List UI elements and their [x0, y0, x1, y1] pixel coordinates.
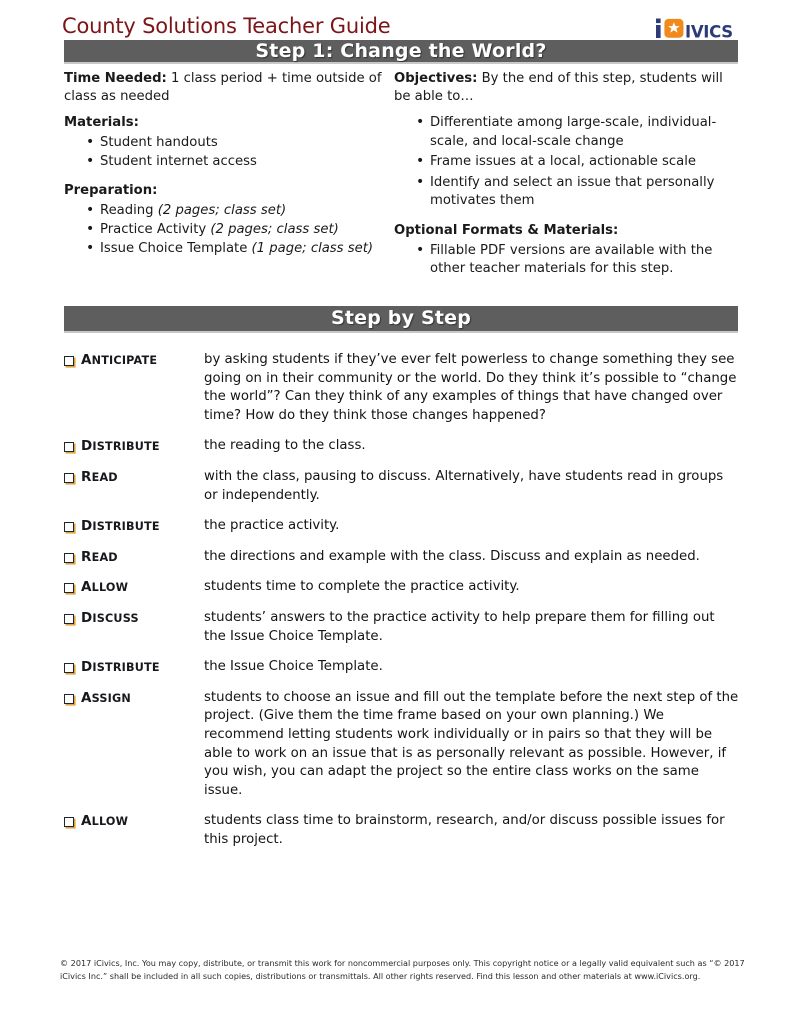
- list-item: • Fillable PDF versions are available with the other teacher materials for this step.: [416, 242, 740, 279]
- step-action-word: [81, 352, 157, 369]
- step-description: students’ answers to the practice activity to help prepare them for filling out the Issue Choice Template.: [204, 609, 715, 644]
- list-item-note: (2 pages; class set): [210, 222, 339, 237]
- checkbox-icon[interactable]: [64, 522, 74, 532]
- icivics-logo: [655, 17, 741, 39]
- step-row: [64, 548, 740, 567]
- step-description: the directions and example with the class. Discuss and explain as needed.: [204, 548, 700, 564]
- step-label-cell: [64, 351, 204, 369]
- step-description: the practice activity.: [204, 518, 340, 534]
- list-item-text: Student internet access: [100, 154, 257, 169]
- list-item: [86, 221, 394, 239]
- step-description: with the class, pausing to discuss. Alternatively, have students read in groups or independently.: [204, 468, 724, 503]
- materials-list: [64, 134, 394, 171]
- list-item: [86, 202, 394, 220]
- step-action-initial: A: [81, 689, 92, 706]
- step-action-word: [81, 579, 128, 596]
- icivics-logo-icon: [655, 17, 741, 40]
- step-action-initial: R: [81, 548, 92, 565]
- step-action-word: [81, 549, 118, 566]
- checkbox-icon[interactable]: [64, 817, 74, 827]
- list-item-note: (2 pages; class set): [157, 203, 287, 218]
- time-needed-value: 1 class period + time outside of class as needed: [64, 71, 382, 104]
- checkbox-icon[interactable]: [64, 583, 74, 593]
- checkbox-icon[interactable]: [64, 614, 74, 624]
- step-label-cell: [64, 578, 204, 596]
- step-action-initial: A: [81, 813, 92, 830]
- checkbox-icon[interactable]: [64, 663, 74, 673]
- overview-right-column: [394, 70, 740, 290]
- step-action-word: [81, 690, 131, 707]
- step-label-cell: [64, 468, 204, 486]
- step-action-initial: D: [81, 659, 93, 676]
- step-row: [64, 578, 740, 597]
- checkbox-icon[interactable]: [64, 442, 74, 452]
- step-description: the reading to the class.: [204, 438, 366, 454]
- step-action-initial: R: [81, 468, 92, 485]
- step-description: students to choose an issue and fill out the template before the next step of the project. (Give them the time frame based on your own planning.) We recommend letting students work individually or in pairs so that they will be able to work on an issue that is as personally relevant as possible. However, if you wish, you can adapt the project so the entire class works on the same issue.: [204, 689, 739, 798]
- step-label-cell: [64, 517, 204, 535]
- step-label-cell: [64, 812, 204, 830]
- optional-formats-list: [394, 242, 740, 279]
- checkbox-icon[interactable]: [64, 694, 74, 704]
- step-action-initial: D: [81, 518, 93, 535]
- step-description: students time to complete the practice activity.: [204, 579, 520, 595]
- step-label-cell: [64, 437, 204, 455]
- step-action-word: [81, 610, 139, 627]
- step-action-rest: NTICIPATE: [91, 354, 158, 367]
- optional-formats-heading: Optional Formats & Materials:: [394, 222, 619, 238]
- step-action-initial: A: [81, 352, 92, 368]
- list-item-text: Issue Choice Template: [100, 241, 252, 256]
- step-description: by asking students if they’ve ever felt powerless to change something they see going on in their community or the world. Do they think it’s possible to “change the world”? Can they think of any examples of things that have changed over time? How do they think those changes happened?: [204, 352, 737, 423]
- step-row: [64, 658, 740, 677]
- step-title-banner: Step 1: Change the World?: [64, 40, 738, 64]
- list-item: [86, 153, 394, 171]
- step-description: the Issue Choice Template.: [204, 659, 383, 675]
- step-action-rest: LLOW: [91, 581, 129, 595]
- step-row: [64, 812, 740, 849]
- step-action-rest: LLOW: [91, 815, 129, 829]
- step-action-word: [81, 813, 128, 830]
- step-label-cell: [64, 609, 204, 627]
- step-action-rest: EAD: [91, 550, 118, 564]
- list-item: • Differentiate among large-scale, individual-scale, and local-scale change: [416, 114, 740, 151]
- step-action-word: [81, 469, 118, 486]
- list-item: • Identify and select an issue that personally motivates them: [416, 174, 740, 211]
- list-item-text: Student handouts: [100, 135, 218, 150]
- checkbox-icon[interactable]: [64, 473, 74, 483]
- objectives-label: Objectives:: [394, 71, 478, 86]
- objectives-intro: [394, 70, 740, 105]
- step-description: students class time to brainstorm, research, and/or discuss possible issues for this project.: [204, 813, 725, 847]
- list-item-text: Practice Activity: [100, 222, 211, 237]
- time-needed-label: Time Needed:: [64, 71, 167, 86]
- overview-left-column: [64, 70, 394, 290]
- copyright-footer: © 2017 iCivics, Inc. You may copy, distribute, or transmit this work for noncommercial purposes only. This copyright notice or a legally valid equivalent such as “© 2017 iCivics Inc.” shall be included in all such copies, distributions or transmittals. All other rights reserved. Find this lesson and other materials at www.iCivics.org.: [60, 958, 745, 981]
- step-action-rest: ISTRIBUTE: [92, 440, 160, 454]
- preparation-heading: Preparation:: [64, 183, 158, 198]
- svg-text:IVICS: IVICS: [685, 21, 733, 40]
- list-item-note: (1 page; class set): [251, 241, 374, 256]
- step-action-rest: ISTRIBUTE: [92, 520, 160, 534]
- materials-heading: Materials:: [64, 115, 139, 130]
- list-item-text: Reading: [100, 203, 158, 218]
- step-action-rest: ISCUSS: [92, 611, 139, 625]
- step-action-initial: D: [81, 438, 93, 455]
- step-action-rest: EAD: [91, 470, 118, 484]
- step-row: [64, 517, 740, 536]
- step-row: [64, 689, 740, 801]
- list-item: [86, 134, 394, 152]
- step-action-word: [81, 518, 160, 535]
- step-row: [64, 609, 740, 646]
- page-title: County Solutions Teacher Guide: [62, 14, 391, 38]
- step-label-cell: [64, 658, 204, 676]
- step-action-word: [81, 659, 160, 676]
- step-action-rest: SSIGN: [91, 691, 131, 705]
- step-label-cell: [64, 548, 204, 566]
- checkbox-icon[interactable]: [64, 356, 74, 366]
- step-by-step-banner: Step by Step: [64, 306, 738, 333]
- preparation-list: [64, 202, 394, 258]
- checkbox-icon[interactable]: [64, 553, 74, 563]
- step-row: [64, 437, 740, 456]
- step-action-initial: A: [81, 579, 92, 596]
- time-needed: [64, 70, 394, 105]
- list-item: • Frame issues at a local, actionable scale: [416, 153, 740, 172]
- step-action-initial: D: [81, 609, 93, 626]
- objectives-list: [394, 114, 740, 211]
- step-by-step-list: [64, 351, 740, 861]
- objectives-value: By the end of this step, students will be able to…: [394, 71, 723, 104]
- overview-section: [64, 70, 740, 290]
- list-item: [86, 240, 394, 258]
- step-label-cell: [64, 689, 204, 707]
- step-row: [64, 351, 740, 425]
- step-row: [64, 468, 740, 505]
- step-action-rest: ISTRIBUTE: [92, 661, 160, 675]
- step-action-word: [81, 438, 160, 455]
